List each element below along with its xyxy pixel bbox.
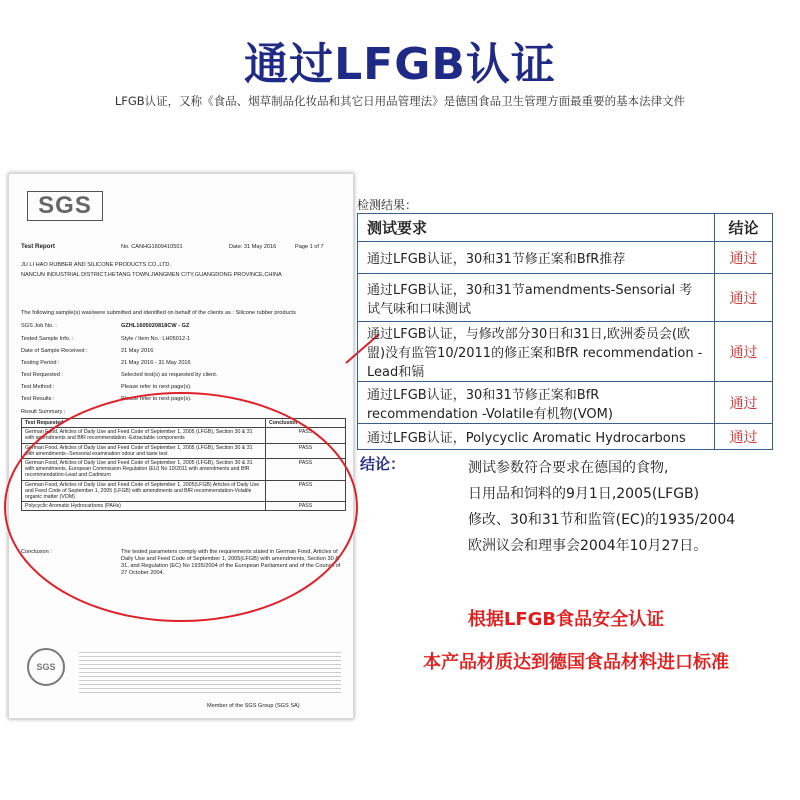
result-cell: PASS xyxy=(266,428,346,443)
table-row xyxy=(358,382,773,424)
requirement-cell: 通过LFGB认证，30和31节amendments-Sensorial 考试气味和口味测试 xyxy=(358,274,715,322)
requirement-cell: 通过LFGB认证，与修改部分30日和31日,欧洲委员会(欧盟)没有监管10/2011的修正案和BfR recommendation -Lead和镉 xyxy=(358,322,715,382)
conclusion-line: 测试参数符合要求在德国的食物, xyxy=(468,460,669,476)
conclusion-heading: 结论： xyxy=(360,455,406,473)
sgs-member-note: Member of the SGS Group (SGS SA) xyxy=(207,703,300,709)
report-page: Page 1 of 7 xyxy=(295,244,324,250)
sample-intro: The following sample(s) was/were submitted and identified on behalf of the clients as : Silicone rubber products xyxy=(21,310,296,316)
test-cell: German Food, Articles of Daily Use and Feed Code of September 1, 2005 (LFGB), Section 30 & 31 with amendments, European Commission Regulation (EU) No 10/2011 with amendments and BfR recommendation-Lead and Cadmium xyxy=(22,459,266,481)
field-value: Please refer to next page(s). xyxy=(121,396,192,402)
conclusion-label: Conclusion : xyxy=(21,549,52,555)
field-label: Testing Period : xyxy=(21,360,60,366)
field-label: Date of Sample Received : xyxy=(21,348,88,354)
col-requirement: 测试要求 xyxy=(358,214,715,242)
results-label: 检测结果： xyxy=(357,198,418,212)
field-label: Test Method : xyxy=(21,384,55,390)
result-cell: 通过 xyxy=(715,382,773,424)
result-cell: 通过 xyxy=(715,424,773,450)
report-number: No. CANHG1609410501 xyxy=(121,244,183,250)
field-value: GZHL1605020818CW - GZ xyxy=(121,323,190,329)
requirement-cell: 通过LFGB认证，30和31节修正案和BfR推荐 xyxy=(358,242,715,274)
table-row xyxy=(358,424,773,450)
field-label: Test Results : xyxy=(21,396,55,402)
sgs-stamp: SGS xyxy=(27,648,65,686)
conclusion-line: 欧洲议会和理事会2004年10月27日。 xyxy=(468,538,708,554)
conclusion-line: 修改、30和31节和监管(EC)的1935/2004 xyxy=(468,512,736,528)
table-row xyxy=(358,242,773,274)
company-name: JU LI HAO RUBBER AND SILICONE PRODUCTS CO.,LTD. xyxy=(21,262,172,268)
result-cell: PASS xyxy=(266,502,346,511)
report-title: Test Report xyxy=(21,243,55,250)
results-table xyxy=(357,213,773,450)
field-value: Selected test(s) as requested by client. xyxy=(121,372,218,378)
result-cell: 通过 xyxy=(715,242,773,274)
col-result: 结论 xyxy=(715,214,773,242)
field-label: Tested Sample Info. : xyxy=(21,336,74,342)
requirement-cell: 通过LFGB认证，30和31节修正案和BfR recommendation -Volatile有机物(VOM) xyxy=(358,382,715,424)
result-summary-label: Result Summary : xyxy=(21,409,66,415)
table-row xyxy=(358,322,773,382)
highlight-ellipse xyxy=(4,392,358,622)
page-title: 通过LFGB认证 xyxy=(244,39,556,90)
col-conclusion: Conclusion xyxy=(266,419,346,428)
legal-fine-print xyxy=(79,652,341,696)
col-test-requested: Test Requested xyxy=(22,419,266,428)
requirement-cell: 通过LFGB认证，Polycyclic Aromatic Hydrocarbons xyxy=(358,424,715,450)
test-cell: Polycyclic Aromatic Hydrocarbons (PAHs) xyxy=(22,502,266,511)
page-subtitle: LFGB认证，又称《食品、烟草制品化妆品和其它日用品管理法》是德国食品卫生管理方面最重要的基本法律文件 xyxy=(114,94,686,108)
report-date: Date: 31 May 2016 xyxy=(229,244,277,250)
field-value: 21 May 2016 - 31 May 2016 xyxy=(121,360,191,366)
certification-banner: 根据LFGB食品安全认证 xyxy=(467,609,665,630)
table-row xyxy=(358,274,773,322)
conclusion-body xyxy=(468,455,735,559)
standard-banner: 本产品材质达到德国食品材料进口标准 xyxy=(423,652,729,673)
field-value: 21 May 2016 xyxy=(121,348,154,354)
result-cell: 通过 xyxy=(715,274,773,322)
result-cell: PASS xyxy=(266,443,346,458)
test-cell: German Food, Articles of Daily Use and Feed Code of September 1, 2005 (LFGB), Section 30 & 31 with amendments and BfR recommendation -Extractable components xyxy=(22,428,266,443)
field-label: SGS Job No. : xyxy=(21,323,57,329)
result-cell: 通过 xyxy=(715,322,773,382)
test-cell: German Food, Articles of Daily Use and Feed Code of September 1, 2005 (LFGB), Section 30 & 31 with amendments--Sensorial examination odour and taste test xyxy=(22,443,266,458)
result-cell: PASS xyxy=(266,480,346,502)
test-cell: German Food, Articles of Daily Use and Feed Code of September 1, 2005(LFGB) Articles of Daily Use and Feed Code of September 1, 2005 (LFGB) with amendments and BfR recommendation-Volatile organic matter (VOM) xyxy=(22,480,266,502)
sgs-logo: SGS xyxy=(27,191,103,221)
conclusion-line: 日用品和饲料的9月1日,2005(LFGB) xyxy=(468,486,700,502)
result-cell: PASS xyxy=(266,459,346,481)
field-label: Test Requested : xyxy=(21,372,63,378)
company-address: NANCUN INDUSTRIAL DISTRICT,HETANG TOWN,JIANGMEN CITY,GUANGDONG PROVINCE,CHINA xyxy=(21,272,282,278)
field-value: Please refer to next page(s). xyxy=(121,384,192,390)
conclusion-text: The tested parameters comply with the requirements stated in German Food, Articles of Daily Use and Feed Code of September 1, 2005(LFGB) with amendments, Section 30 & 31, and Regulation (EC) No 1935/2004 of the European Parliament and of the Council of 27 October 2004. xyxy=(121,549,341,576)
field-value: Style / Item No.: LH05012-1 xyxy=(121,336,191,342)
